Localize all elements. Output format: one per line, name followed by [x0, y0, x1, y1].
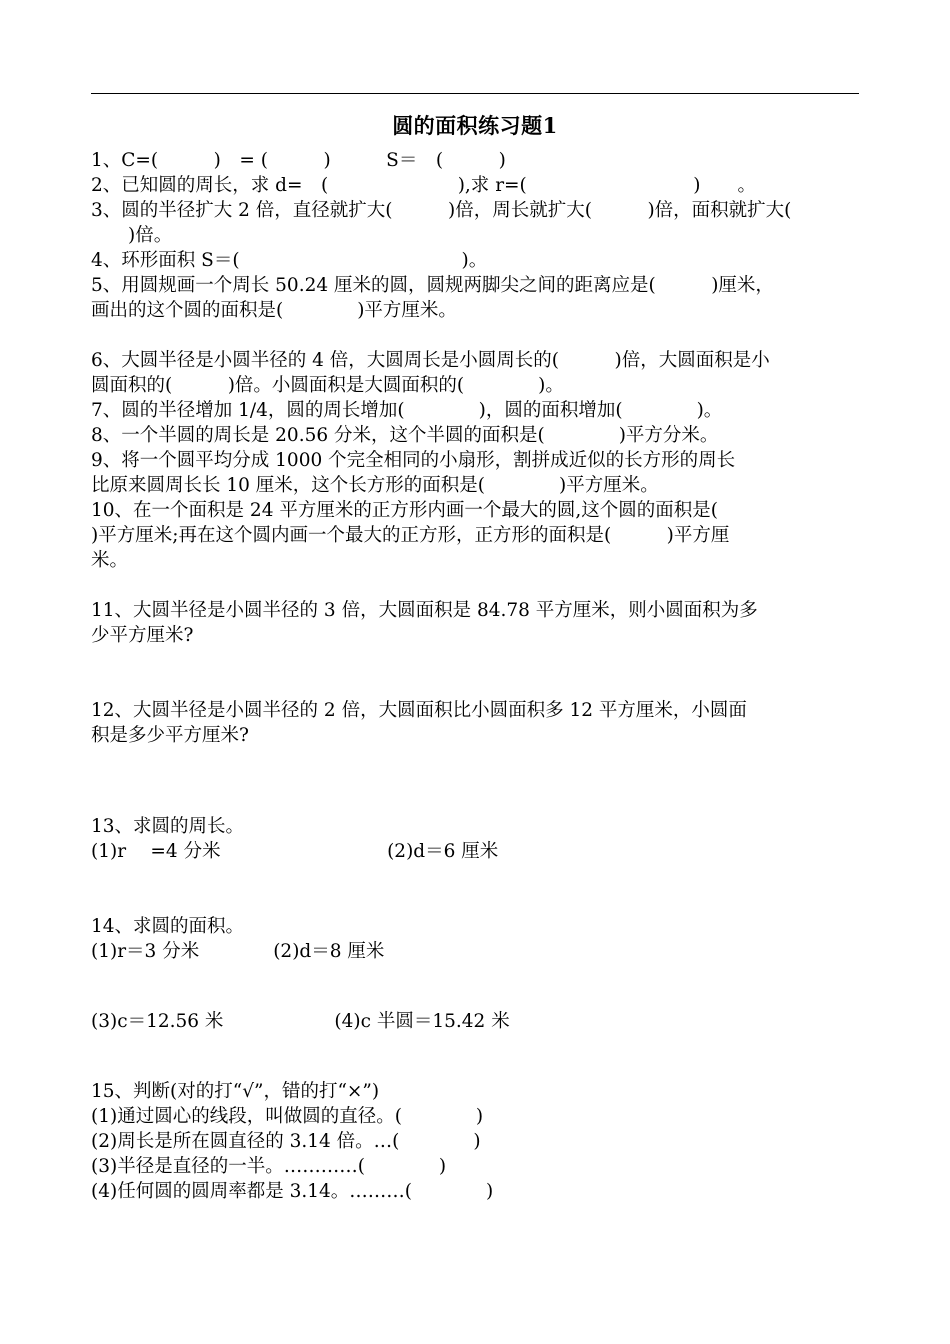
question-6-line-1: 6、大圆半径是小圆半径的 4 倍，大圆周长是小圆周长的( )倍，大圆面积是小 [91, 350, 770, 371]
question-11-line-1: 11、大圆半径是小圆半径的 3 倍，大圆面积是 84.78 平方厘米，则小圆面积为多 [91, 600, 758, 621]
question-10-line-3: 米。 [91, 550, 129, 571]
question-9-line-1: 9、将一个圆平均分成 1000 个完全相同的小扇形，割拼成近似的长方形的周长 [91, 450, 736, 471]
question-1: 1、C=( ) = ( ) S＝ ( ) [91, 150, 506, 171]
question-9-line-2: 比原来圆周长长 10 厘米，这个长方形的面积是( )平方厘米。 [91, 475, 659, 496]
question-12-line-1: 12、大圆半径是小圆半径的 2 倍，大圆面积比小圆面积多 12 平方厘米，小圆面 [91, 700, 747, 721]
worksheet-body [91, 148, 861, 1204]
question-15-item-1: (1)通过圆心的线段，叫做圆的直径。( ) [91, 1106, 484, 1127]
question-12-line-2: 积是多少平方厘米? [91, 725, 249, 746]
top-rule [91, 93, 859, 94]
question-2: 2、已知圆的周长，求 d= ( ),求 r=( ) 。 [91, 175, 756, 196]
question-15-item-3: (3)半径是直径的一半。…………( ) [91, 1156, 447, 1177]
question-4: 4、环形面积 S＝( )。 [91, 250, 488, 271]
question-6-line-2: 圆面积的( )倍。小圆面积是大圆面积的( )。 [91, 375, 564, 396]
question-11-line-2: 少平方厘米? [91, 625, 194, 646]
page-title: 圆的面积练习题1 [392, 113, 558, 138]
question-15-item-2: (2)周长是所在圆直径的 3.14 倍。…( ) [91, 1131, 481, 1152]
question-8: 8、一个半圆的周长是 20.56 分米，这个半圆的面积是( )平方分米。 [91, 425, 719, 446]
question-13-parts: (1)r =4 分米 (2)d＝6 厘米 [91, 841, 499, 862]
question-5-line-1: 5、用圆规画一个周长 50.24 厘米的圆，圆规两脚尖之间的距离应是( )厘米， [91, 275, 774, 296]
question-13-heading: 13、求圆的周长。 [91, 816, 245, 837]
question-15-item-4: (4)任何圆的圆周率都是 3.14。………( ) [91, 1181, 494, 1202]
question-3-line-2: )倍。 [91, 225, 173, 246]
question-5-line-2: 画出的这个圆的面积是( )平方厘米。 [91, 300, 457, 321]
question-14-parts-b: (3)c＝12.56 米 (4)c 半圆＝15.42 米 [91, 1011, 510, 1032]
question-10-line-1: 10、在一个面积是 24 平方厘米的正方形内画一个最大的圆,这个圆的面积是( [91, 500, 718, 521]
question-10-line-2: )平方厘米;再在这个圆内画一个最大的正方形，正方形的面积是( )平方厘 [91, 525, 730, 546]
question-3-line-1: 3、圆的半径扩大 2 倍，直径就扩大( )倍，周长就扩大( )倍，面积就扩大( [91, 200, 792, 221]
question-14-heading: 14、求圆的面积。 [91, 916, 245, 937]
question-15-heading: 15、判断(对的打“√”，错的打“×”) [91, 1081, 380, 1102]
question-7: 7、圆的半径增加 1/4，圆的周长增加( )，圆的面积增加( )。 [91, 400, 723, 421]
question-14-parts-a: (1)r＝3 分米 (2)d＝8 厘米 [91, 941, 385, 962]
